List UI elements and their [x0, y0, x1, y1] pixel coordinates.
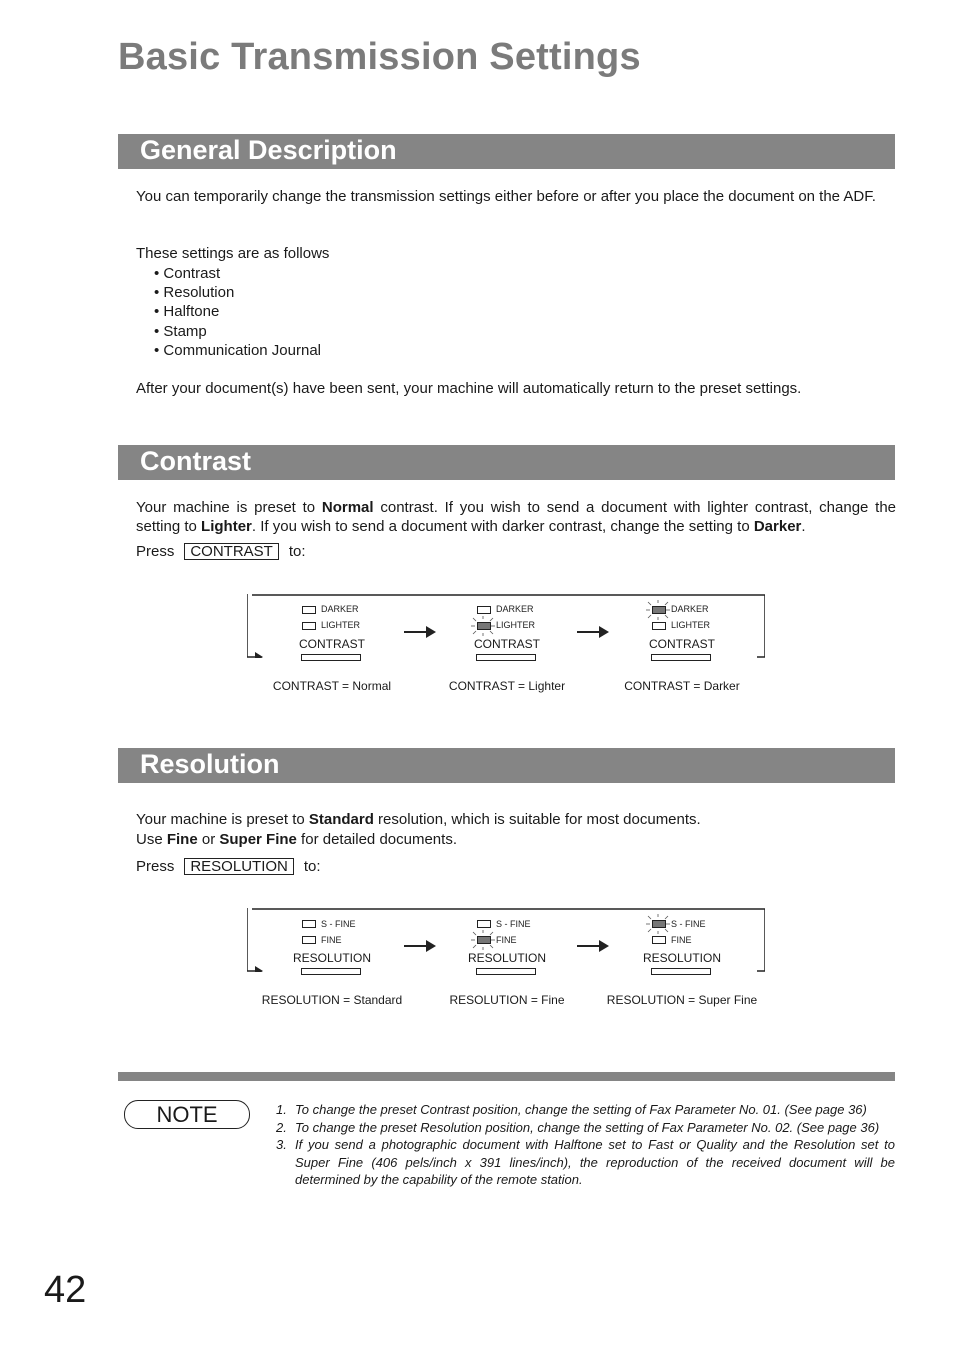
led-label: FINE	[496, 935, 517, 945]
list-item: • Resolution	[154, 284, 235, 302]
list-item: • Contrast	[154, 265, 221, 282]
led-indicator-lit	[652, 920, 666, 928]
text: resolution, which is suitable for most documents.	[373, 811, 701, 828]
text: to:	[288, 543, 306, 560]
text: Press	[136, 543, 175, 560]
emphasis: Fine	[166, 831, 198, 848]
general-intro: You can temporarily change the transmission settings either before or after you place the document on the ADF.	[136, 188, 876, 205]
section-header-general	[118, 134, 895, 169]
section-title: Resolution	[140, 749, 280, 779]
led-indicator-lit	[477, 622, 491, 630]
text: for detailed documents.	[296, 831, 457, 848]
button-label: RESOLUTION	[467, 951, 546, 965]
arrow-right-icon	[404, 626, 436, 638]
section-header-resolution	[118, 748, 895, 783]
divider	[118, 1072, 895, 1081]
note-number: 3.	[276, 1137, 287, 1152]
button-label: CONTRAST	[649, 637, 715, 651]
led-indicator	[302, 606, 316, 614]
resolution-panel-super-fine	[597, 908, 721, 972]
led-label: S - FINE	[321, 919, 356, 929]
section-title: General Description	[140, 135, 397, 165]
text: Your machine is preset to	[136, 499, 322, 516]
note-text: To change the preset Contrast position, change the setting of Fax Parameter No. 01. (See page 36)	[295, 1102, 867, 1117]
button-label: CONTRAST	[299, 637, 365, 651]
resolution-press-line	[136, 857, 896, 876]
contrast-panel-darker	[597, 594, 717, 658]
resolution-panel-standard	[247, 908, 371, 972]
diagram-caption: RESOLUTION = Super Fine	[606, 993, 758, 1007]
settings-list	[154, 264, 321, 360]
resolution-detail	[136, 830, 896, 849]
led-indicator	[652, 936, 666, 944]
led-indicator	[302, 920, 316, 928]
panel-button	[476, 968, 536, 975]
section-title: Contrast	[140, 446, 252, 476]
led-label: DARKER	[496, 604, 534, 614]
led-label: DARKER	[671, 604, 709, 614]
panel-button	[651, 968, 711, 975]
panel-button	[651, 654, 711, 661]
general-lead: These settings are as follows	[136, 245, 330, 262]
led-label: LIGHTER	[321, 620, 361, 630]
diagram-caption: CONTRAST = Darker	[624, 679, 740, 693]
contrast-key: CONTRAST	[184, 543, 279, 560]
diagram-caption: CONTRAST = Lighter	[448, 679, 566, 693]
arrow-right-icon	[577, 626, 609, 638]
led-indicator	[302, 622, 316, 630]
diagram-caption: RESOLUTION = Standard	[261, 993, 403, 1007]
led-label: S - FINE	[496, 919, 531, 929]
led-label: FINE	[321, 935, 342, 945]
note-badge: NOTE	[124, 1100, 250, 1129]
led-label: DARKER	[321, 604, 359, 614]
resolution-key: RESOLUTION	[184, 858, 294, 875]
text: contrast. If you wish to send a document with lighter contrast, change the setting to	[136, 499, 896, 535]
note-item	[276, 1136, 895, 1189]
emphasis: Normal	[321, 499, 374, 516]
note-item	[276, 1101, 895, 1119]
note-number: 2.	[276, 1119, 287, 1135]
led-indicator-lit	[477, 936, 491, 944]
led-label: FINE	[671, 935, 692, 945]
page-number: 42	[44, 1269, 87, 1311]
section-header-contrast	[118, 445, 895, 480]
note-text: To change the preset Resolution position, change the setting of Fax Parameter No. 02. (See page 36)	[295, 1119, 880, 1135]
list-item: • Stamp	[154, 322, 207, 340]
note-number: 1.	[276, 1102, 287, 1117]
led-indicator	[302, 936, 316, 944]
text: .	[801, 518, 806, 535]
panel-button	[301, 968, 361, 975]
led-indicator	[477, 920, 491, 928]
resolution-description	[136, 810, 896, 829]
text: Your machine is preset to	[136, 811, 309, 828]
emphasis: Lighter	[201, 518, 252, 535]
led-indicator	[477, 606, 491, 614]
diagram-caption: CONTRAST = Normal	[272, 679, 392, 693]
panel-button	[476, 654, 536, 661]
button-label: CONTRAST	[474, 637, 540, 651]
text: Press	[136, 858, 175, 875]
contrast-panel-normal	[247, 594, 367, 658]
resolution-diagram	[247, 908, 765, 972]
emphasis: Super Fine	[219, 831, 297, 848]
led-label: LIGHTER	[671, 620, 711, 630]
contrast-press-line	[136, 542, 896, 561]
note-text: If you send a photographic document with Halftone set to Fast or Quality and the Resolution set to Super Fine (406 pels/inch x 391 lines/inch), the reproduction of the received document will be determined by the capability of the remote station.	[295, 1137, 895, 1187]
contrast-panel-lighter	[422, 594, 542, 658]
arrow-right-icon	[577, 940, 609, 952]
emphasis: Darker	[753, 518, 802, 535]
led-indicator	[652, 622, 666, 630]
led-label: S - FINE	[671, 919, 706, 929]
list-item: • Halftone	[154, 303, 220, 321]
note-list	[276, 1101, 895, 1189]
led-indicator-lit	[652, 606, 666, 614]
diagram-caption: RESOLUTION = Fine	[449, 993, 565, 1007]
general-after: After your document(s) have been sent, your machine will automatically return to the preset settings.	[136, 380, 802, 397]
panel-button	[301, 654, 361, 661]
contrast-diagram	[247, 594, 765, 658]
led-label: LIGHTER	[496, 620, 536, 630]
note-item	[276, 1119, 895, 1137]
text: Use	[136, 831, 167, 848]
text: or	[197, 831, 220, 848]
emphasis: Standard	[308, 811, 374, 828]
list-item: • Communication Journal	[154, 341, 321, 359]
text: . If you wish to send a document with darker contrast, change the setting to	[251, 518, 754, 535]
page-title: Basic Transmission Settings	[118, 36, 641, 78]
button-label: RESOLUTION	[292, 951, 371, 965]
button-label: RESOLUTION	[642, 951, 721, 965]
arrow-right-icon	[404, 940, 436, 952]
resolution-panel-fine	[422, 908, 546, 972]
text: to:	[303, 858, 321, 875]
contrast-description	[136, 498, 896, 536]
